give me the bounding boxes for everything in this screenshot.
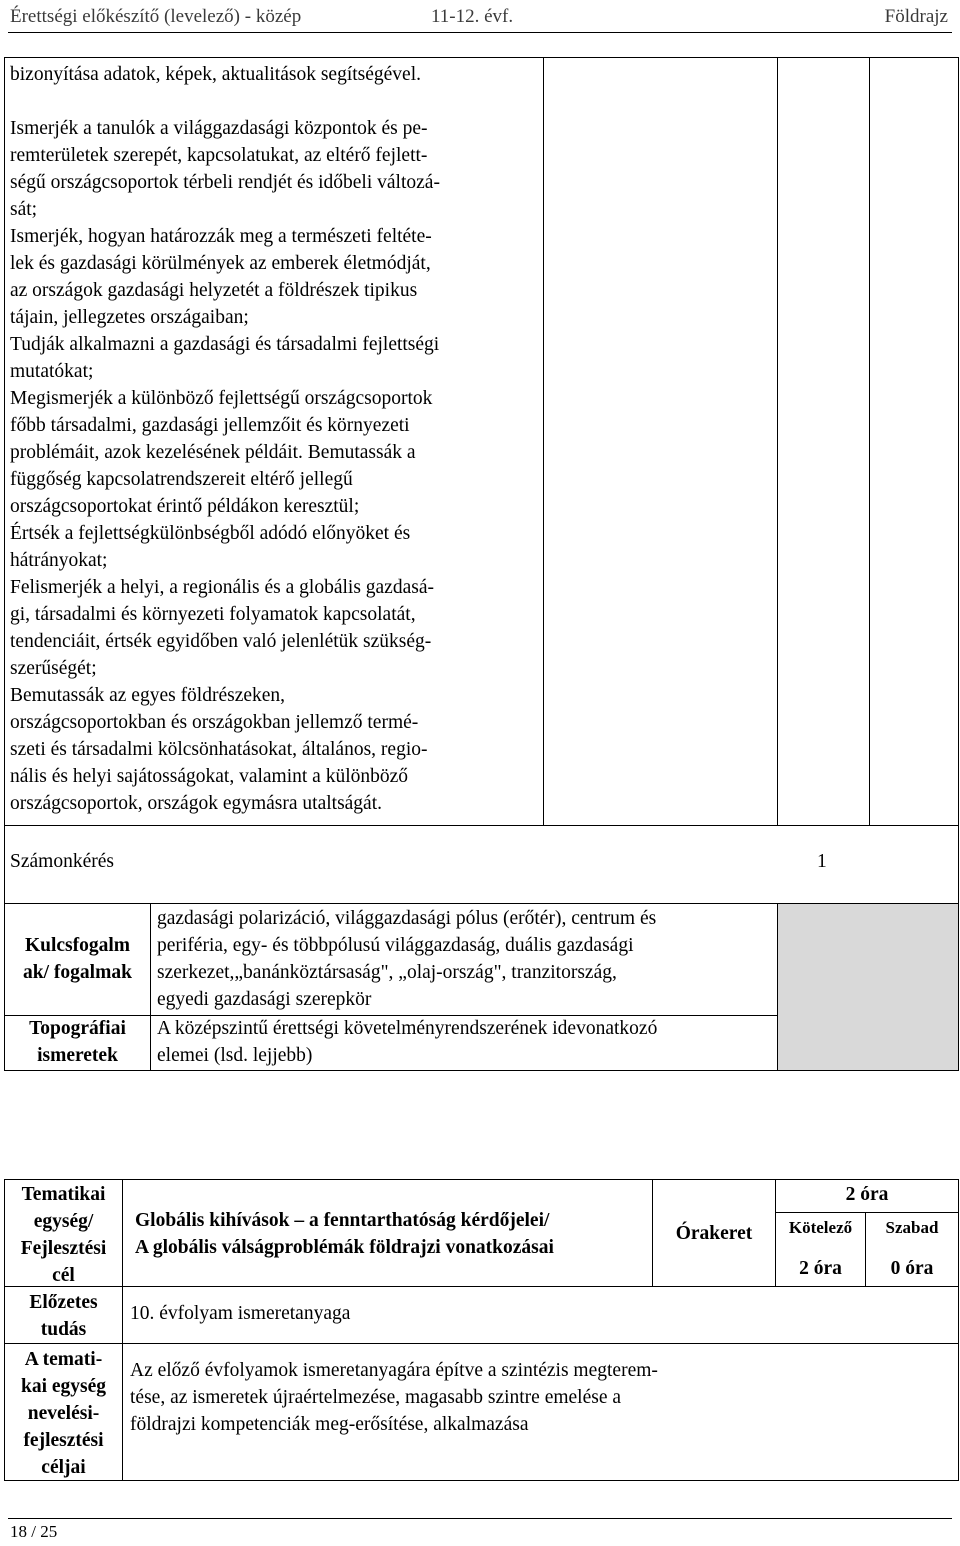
free-hours: 0 óra — [890, 1258, 934, 1279]
text-line: Ismerjék, hogyan határozzák meg a természeti feltéte- — [10, 226, 432, 247]
goals-label-line: céljai — [41, 1457, 86, 1478]
text-line: függőség kapcsolatrendszereit eltérő jellegű — [10, 469, 353, 490]
page-header — [8, 4, 952, 33]
assessment-value: 1 — [817, 851, 827, 872]
key-concepts-line: szerkezet,„banánköztársaság", „olaj-ország", tranzitország, — [157, 962, 617, 983]
text-line: főbb társadalmi, gazdasági jellemzőit és környezeti — [10, 415, 410, 436]
goals-label-line: nevelési- — [27, 1403, 100, 1424]
goals-label-line: fejlesztési — [23, 1430, 104, 1451]
goals-text-line: Az előző évfolyamok ismeretanyagára építve a szintézis megterem- — [130, 1360, 658, 1381]
unit-label-line: egység/ — [33, 1211, 94, 1232]
header-subject: Földrajz — [884, 6, 948, 27]
text-line: lek és gazdasági körülmények az emberek életmódját, — [10, 253, 431, 274]
text-line: hátrányokat; — [10, 550, 108, 571]
text-line: Tudják alkalmazni a gazdasági és társadalmi fejlettségi — [10, 334, 440, 355]
key-concepts-line: gazdasági polarizáció, világgazdasági pólus (erőtér), centrum és — [157, 908, 657, 929]
footer-rule — [8, 1518, 952, 1519]
prior-label: Előzetes — [29, 1292, 98, 1313]
text-line: országcsoportokat érintő példákon keresztül; — [10, 496, 360, 517]
text-line: Megismerjék a különböző fejlettségű országcsoportok — [10, 388, 433, 409]
unit-label-line: Tematikai — [21, 1184, 106, 1205]
goals-text-line: földrajzi kompetenciák meg-erősítése, alkalmazása — [130, 1414, 529, 1435]
key-concepts-line: periféria, egy- és többpólusú világgazdaság, duális gazdasági — [157, 935, 634, 956]
text-line: sát; — [10, 199, 38, 220]
goals-label-line: A temati- — [24, 1349, 103, 1370]
free-label: Szabad — [885, 1218, 939, 1237]
mandatory-hours: 2 óra — [799, 1258, 842, 1279]
unit-label-line: cél — [52, 1265, 75, 1286]
unit-title: Globális kihívások – a fenntarthatóság kérdőjelei/ — [135, 1210, 550, 1231]
key-concepts-label-2: ak/ fogalmak — [23, 962, 132, 983]
hours-total: 2 óra — [845, 1184, 889, 1205]
text-line: tájain, jellegzetes országaiban; — [10, 307, 249, 328]
goals-label-line: kai egység — [20, 1376, 107, 1397]
header-grade: 11-12. évf. — [431, 6, 514, 27]
unit-title-2: A globális válságproblémák földrajzi vonatkozásai — [135, 1237, 554, 1258]
text-line: gi, társadalmi és környezeti folyamatok kapcsolatát, — [10, 604, 416, 625]
text-line: ségű országcsoportok térbeli rendjét és időbeli változá- — [10, 172, 440, 193]
header-course: Érettségi előkészítő (levelező) - közép — [10, 6, 302, 27]
page-number: 18 / 25 — [10, 1522, 58, 1541]
text-line: bizonyítása adatok, képek, aktualitások segítségével. — [10, 64, 421, 85]
topography-line: A középszintű érettségi követelményrendszerének idevonatkozó — [157, 1018, 658, 1039]
text-line: Felismerjék a helyi, a regionális és a globális gazdasá- — [10, 577, 434, 598]
shaded-cell — [778, 904, 958, 1070]
text-line: mutatókat; — [10, 361, 94, 382]
prior-label-2: tudás — [40, 1319, 87, 1340]
topography-label-2: ismeretek — [37, 1045, 118, 1066]
unit-label-line: Fejlesztési — [20, 1238, 107, 1259]
text-line: szeti és társadalmi kölcsönhatásokat, általános, regio- — [10, 739, 428, 760]
assessment-label: Számonkérés — [10, 851, 114, 872]
text-line: tendenciáit, értsék egyidőben való jelenlétük szükség- — [10, 631, 432, 652]
prior-text: 10. évfolyam ismeretanyaga — [130, 1303, 351, 1324]
topography-label: Topográfiai — [29, 1018, 126, 1039]
text-line: problémáit, azok kezelésének példáit. Bemutassák a — [10, 442, 416, 463]
key-concepts-line: egyedi gazdasági szerepkör — [157, 989, 372, 1010]
hours-label: Órakeret — [675, 1223, 753, 1244]
topography-line: elemei (lsd. lejjebb) — [157, 1045, 313, 1066]
text-line: Ismerjék a tanulók a világgazdasági központok és pe- — [10, 118, 428, 139]
text-line: Bemutassák az egyes földrészeken, — [10, 685, 286, 706]
text-line: szerűségét; — [10, 658, 97, 679]
key-concepts-label: Kulcsfogalm — [24, 935, 131, 956]
text-line: az országok gazdasági helyzetét a földrészek tipikus — [10, 280, 418, 301]
text-line: Értsék a fejlettségkülönbségből adódó előnyöket és — [10, 523, 411, 544]
goals-text-line: tése, az ismeretek újraértelmezése, magasabb szintre emelése a — [130, 1387, 622, 1408]
text-line: országcsoportok, országok egymásra utaltságát. — [10, 793, 383, 814]
text-line: remterületek szerepét, kapcsolatukat, az eltérő fejlett- — [10, 145, 428, 166]
mandatory-label: Kötelező — [788, 1218, 853, 1237]
text-line: országcsoportokban és országokban jellemző termé- — [10, 712, 419, 733]
text-line: nális és helyi sajátosságokat, valamint a különböző — [10, 766, 409, 787]
